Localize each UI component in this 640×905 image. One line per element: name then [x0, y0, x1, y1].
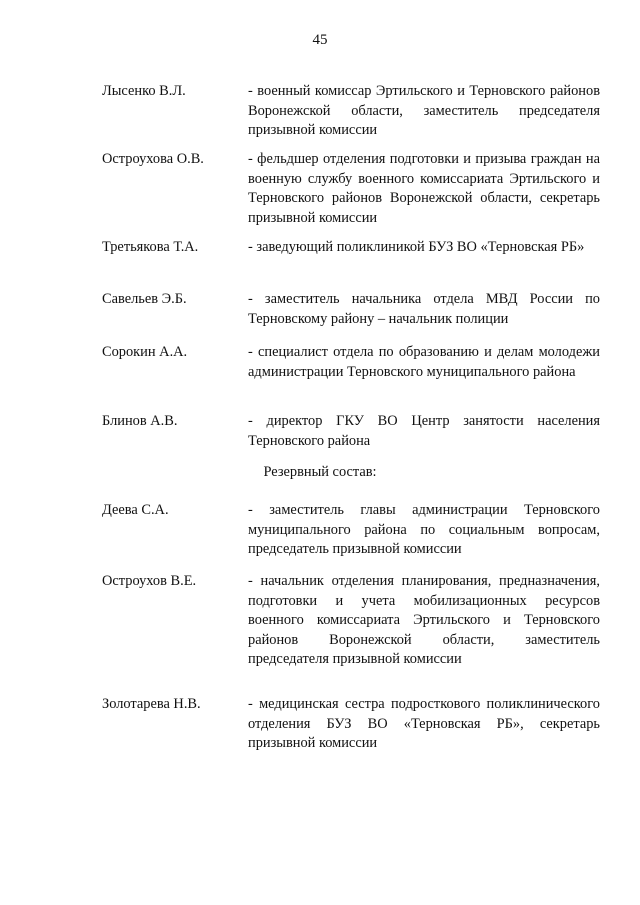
member-entry: [102, 501, 600, 560]
member-role: - медицинская сестра подросткового поликлинического отделения БУЗ ВО «Терновская РБ», секретарь призывной комиссии: [248, 696, 600, 752]
member-entry: [102, 695, 600, 754]
member-name: Третьякова Т.А.: [102, 239, 199, 255]
member-name: Остроухова О.В.: [102, 151, 204, 167]
member-name: Золотарева Н.В.: [102, 696, 201, 712]
member-name: Блинов А.В.: [102, 413, 178, 429]
member-name: Остроухов В.Е.: [102, 573, 197, 589]
member-entry: [102, 238, 600, 258]
member-role: - фельдшер отделения подготовки и призыва граждан на военную службу военного комиссариата Эртильского и Терновского районов Воронежской области, секретарь призывной комиссии: [248, 151, 600, 226]
member-role: - заместитель главы администрации Терновского муниципального района по социальным вопросам, председатель призывной комиссии: [248, 502, 600, 558]
member-entry: [102, 150, 600, 228]
member-name: Деева С.А.: [102, 502, 169, 518]
member-name: Сорокин А.А.: [102, 344, 188, 360]
member-entry: [102, 572, 600, 670]
member-entry: [102, 412, 600, 451]
member-role: - специалист отдела по образованию и делам молодежи администрации Терновского муниципального района: [248, 344, 600, 380]
member-entry: [102, 290, 600, 329]
member-role: - военный комиссар Эртильского и Терновского районов Воронежской области, заместитель председателя призывной комиссии: [248, 83, 600, 139]
member-entry: [102, 82, 600, 141]
reserve-heading: Резервный состав:: [263, 464, 377, 480]
member-name: Лысенко В.Л.: [102, 83, 186, 99]
member-role: - начальник отделения планирования, предназначения, подготовки и учета мобилизационных ресурсов военного комиссариата Эртильского и Терновского районов Воронежской области, заместитель председателя призывной комиссии: [248, 573, 600, 668]
member-name: Савельев Э.Б.: [102, 291, 187, 307]
member-role: - заместитель начальника отдела МВД России по Терновскому району – начальник полиции: [248, 291, 600, 327]
member-role: - заведующий поликлиникой БУЗ ВО «Терновская РБ»: [248, 239, 585, 255]
member-entry: [102, 343, 600, 382]
member-role: - директор ГКУ ВО Центр занятости населения Терновского района: [248, 413, 600, 449]
page-number: 45: [312, 32, 328, 48]
